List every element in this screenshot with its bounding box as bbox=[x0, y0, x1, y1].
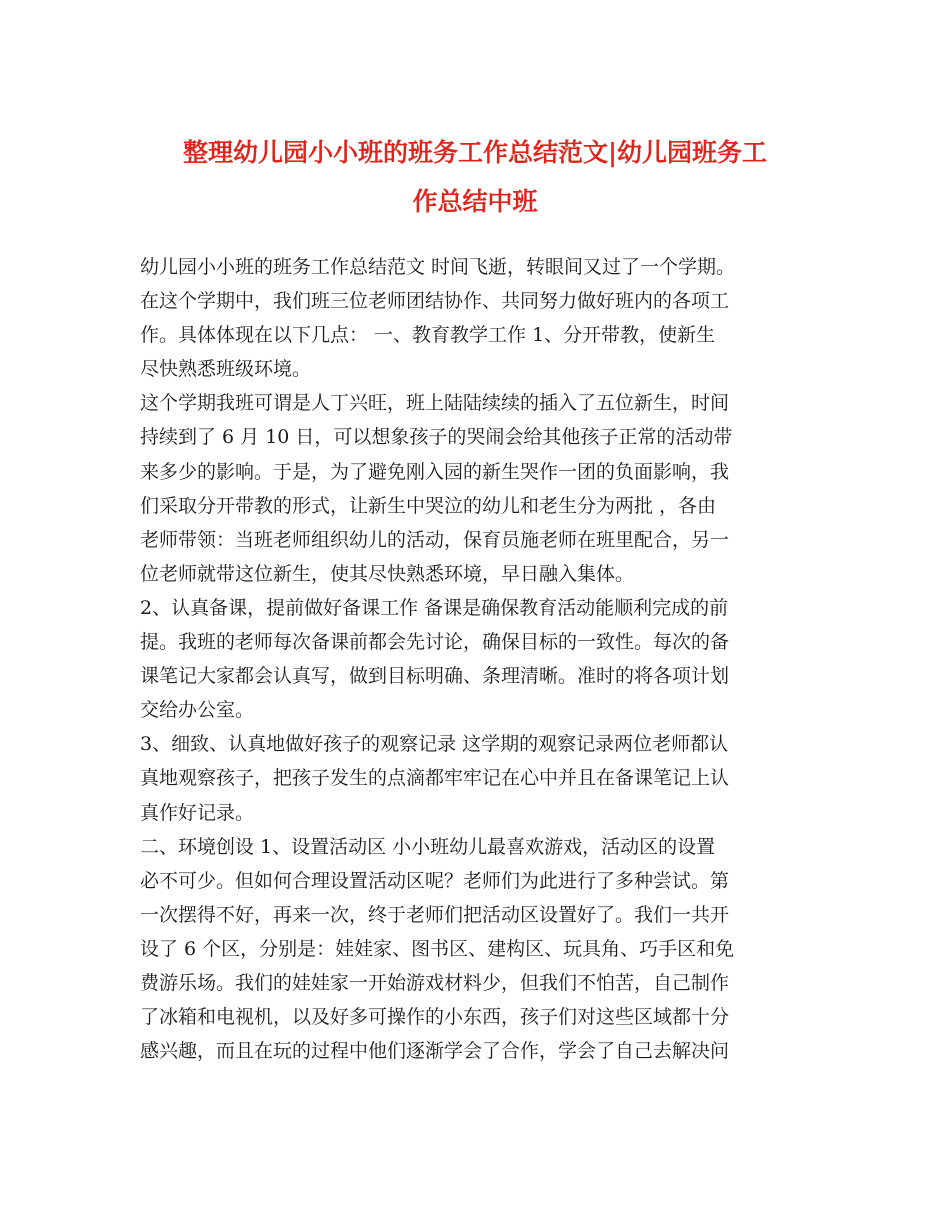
body-line: 尽快熟悉班级环境。 bbox=[140, 358, 312, 381]
body-line: 真地观察孩子，把孩子发生的点滴都牢牢记在心中并且在备课笔记上认 bbox=[140, 767, 730, 790]
body-line: 在这个学期中，我们班三位老师团结协作、共同努力做好班内的各项工 bbox=[140, 290, 730, 313]
body-line: 位老师就带这位新生，使其尽快熟悉环境，早日融入集体。 bbox=[140, 562, 635, 585]
body-line: 二、环境创设 1、设置活动区 小小班幼儿最喜欢游戏，活动区的设置 bbox=[140, 835, 716, 858]
document-body bbox=[140, 250, 840, 1068]
body-line: 课笔记大家都会认真写，做到目标明确、条理清晰。准时的将各项计划 bbox=[140, 665, 730, 688]
body-line: 这个学期我班可谓是人丁兴旺，班上陆陆续续的插入了五位新生，时间 bbox=[140, 392, 730, 415]
body-line: 们采取分开带教的形式，让新生中哭泣的幼儿和老生分为两批 ，各由 bbox=[140, 494, 717, 517]
title-line: 作总结中班 bbox=[412, 187, 538, 216]
body-line: 来多少的影响。于是，为了避免刚入园的新生哭作一团的负面影响，我 bbox=[140, 460, 730, 483]
body-line: 交给办公室。 bbox=[140, 699, 255, 722]
body-line: 幼儿园小小班的班务工作总结范文 时间飞逝，转眼间又过了一个学期。 bbox=[140, 256, 736, 278]
body-line: 费游乐场。我们的娃娃家一开始游戏材料少，但我们不怕苦，自己制作 bbox=[140, 971, 730, 994]
body-line: 2、认真备课，提前做好备课工作 备课是确保教育活动能顺利完成的前 bbox=[140, 596, 729, 619]
body-line: 真作好记录。 bbox=[140, 801, 255, 824]
body-line: 提。我班的老师每次备课前都会先讨论，确保目标的一致性。每次的备 bbox=[140, 631, 730, 654]
title-line: 整理幼儿园小小班的班务工作总结范文|幼儿园班务工 bbox=[182, 138, 768, 167]
document-title bbox=[120, 128, 830, 226]
body-line: 一次摆得不好，再来一次，终于老师们把活动区设置好了。我们一共开 bbox=[140, 903, 730, 926]
body-line: 老师带领：当班老师组织幼儿的活动，保育员施老师在班里配合，另一 bbox=[140, 528, 730, 551]
body-line: 感兴趣，而且在玩的过程中他们逐渐学会了合作，学会了自己去解决问 bbox=[140, 1040, 730, 1063]
body-line: 持续到了 6 月 10 日，可以想象孩子的哭闹会给其他孩子正常的活动带 bbox=[140, 426, 733, 449]
body-line: 必不可少。但如何合理设置活动区呢？老师们为此进行了多种尝试。第 bbox=[140, 869, 730, 892]
body-line: 设了 6 个区，分别是：娃娃家、图书区、建构区、玩具角、巧手区和免 bbox=[140, 937, 735, 960]
body-line: 作。具体体现在以下几点： 一、教育教学工作 1、分开带教，使新生 bbox=[140, 324, 716, 347]
body-line: 了冰箱和电视机，以及好多可操作的小东西，孩子们对这些区域都十分 bbox=[140, 1006, 730, 1029]
body-line: 3、细致、认真地做好孩子的观察记录 这学期的观察记录两位老师都认 bbox=[140, 733, 729, 756]
